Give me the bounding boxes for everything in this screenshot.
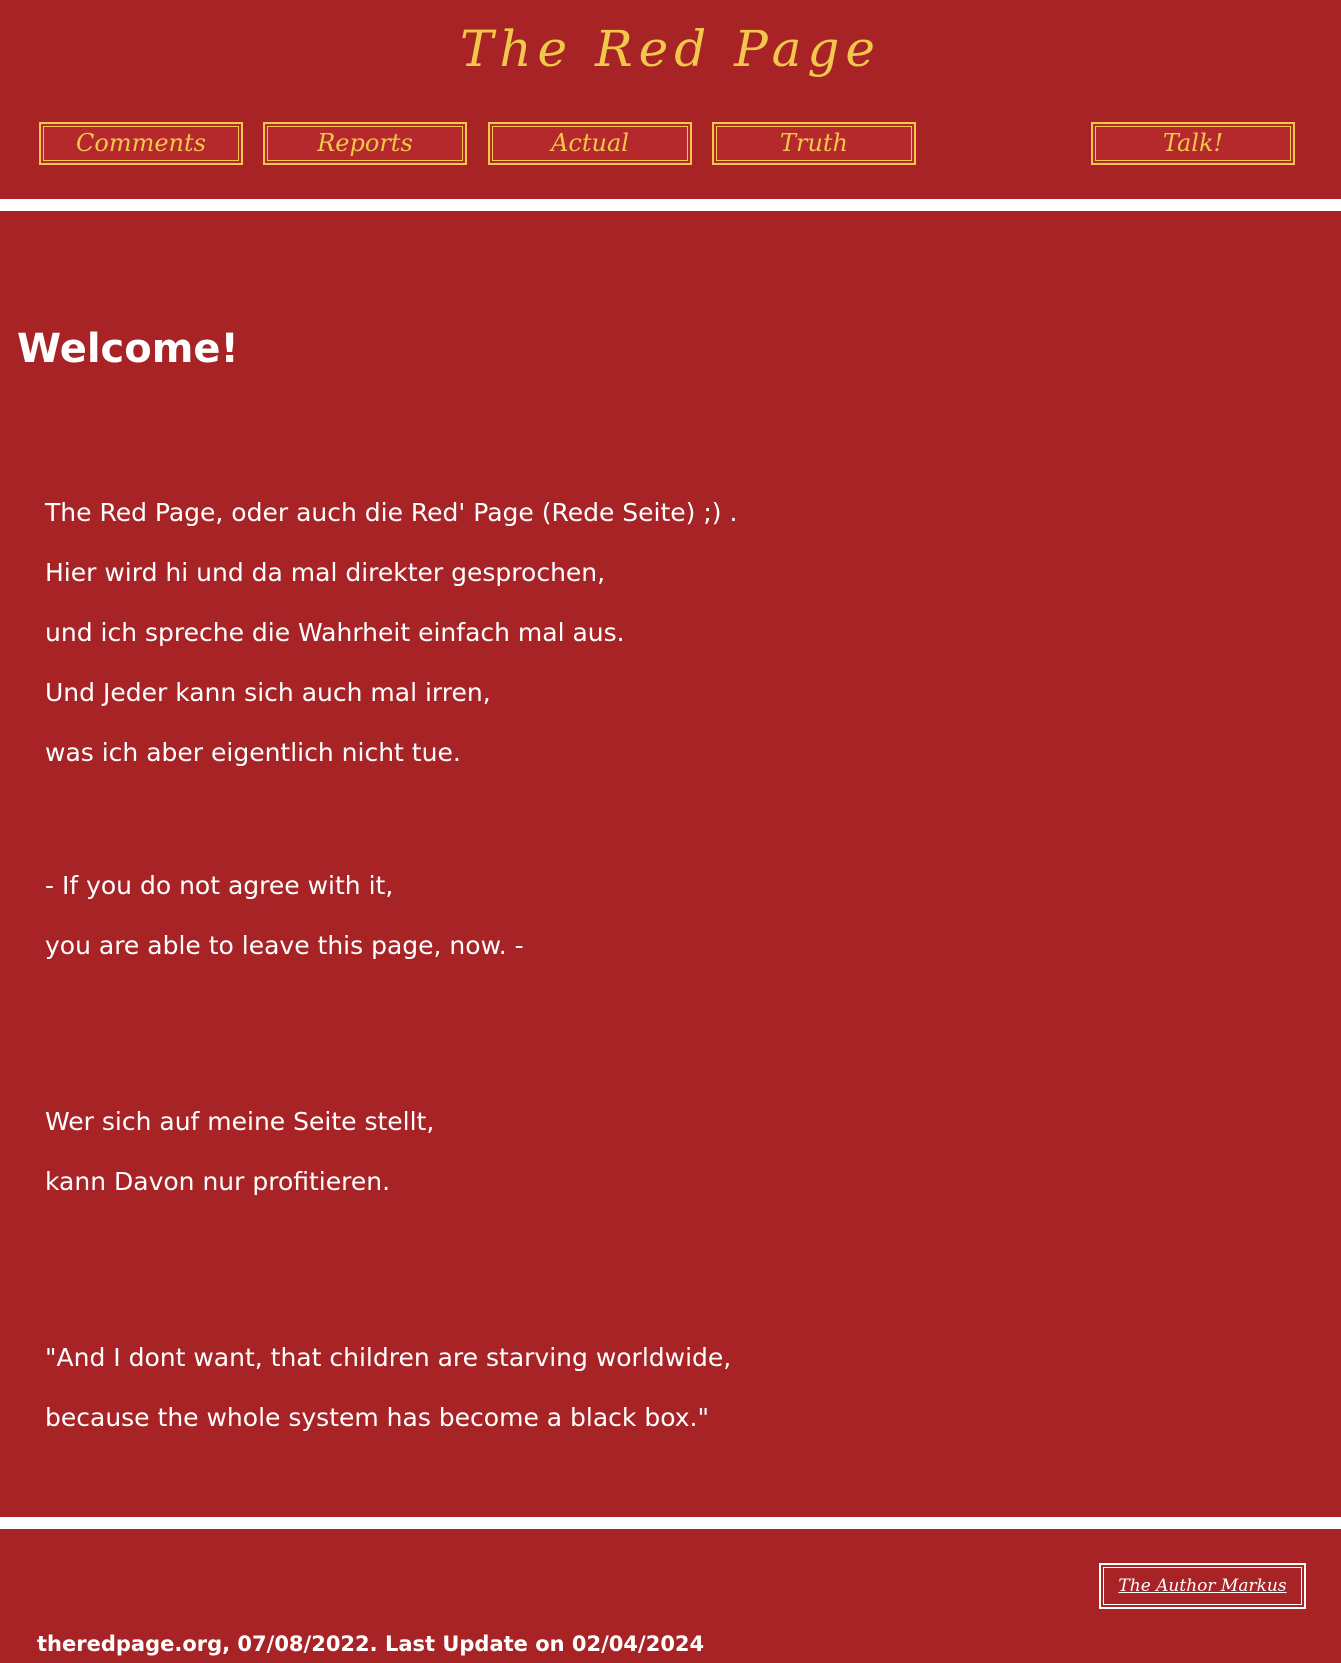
benefit-paragraph bbox=[45, 1092, 434, 1212]
nav-button-comments[interactable]: Comments bbox=[39, 122, 243, 165]
nav-button-talk[interactable]: Talk! bbox=[1091, 122, 1295, 165]
author-link-button[interactable]: The Author Markus bbox=[1099, 1563, 1306, 1609]
welcome-heading: Welcome! bbox=[17, 326, 239, 372]
quote-paragraph bbox=[45, 1328, 731, 1448]
text-line: The Red Page, oder auch die Red' Page (Rede Seite) ;) . bbox=[45, 498, 738, 527]
site-header bbox=[0, 0, 1341, 199]
intro-paragraph bbox=[45, 483, 737, 783]
footer-info: theredpage.org, 07/08/2022. Last Update on 02/04/2024 bbox=[37, 1632, 705, 1656]
nav-button-reports[interactable]: Reports bbox=[263, 122, 467, 165]
nav-button-truth[interactable]: Truth bbox=[712, 122, 916, 165]
text-line: und ich spreche die Wahrheit einfach mal aus. bbox=[45, 618, 625, 647]
text-line: - If you do not agree with it, bbox=[45, 871, 394, 900]
text-line: was ich aber eigentlich nicht tue. bbox=[45, 738, 461, 767]
disclaimer-paragraph bbox=[45, 856, 524, 976]
site-title: The Red Page bbox=[460, 20, 881, 78]
footer-divider bbox=[0, 1517, 1341, 1529]
text-line: because the whole system has become a black box." bbox=[45, 1403, 709, 1432]
text-line: Hier wird hi und da mal direkter gesprochen, bbox=[45, 558, 606, 587]
text-line: kann Davon nur profitieren. bbox=[45, 1167, 391, 1196]
text-line: Und Jeder kann sich auch mal irren, bbox=[45, 678, 491, 707]
nav-button-actual[interactable]: Actual bbox=[488, 122, 692, 165]
text-line: you are able to leave this page, now. - bbox=[45, 931, 524, 960]
text-line: Wer sich auf meine Seite stellt, bbox=[45, 1107, 435, 1136]
header-divider bbox=[0, 199, 1341, 211]
text-line: "And I dont want, that children are starving worldwide, bbox=[45, 1343, 732, 1372]
